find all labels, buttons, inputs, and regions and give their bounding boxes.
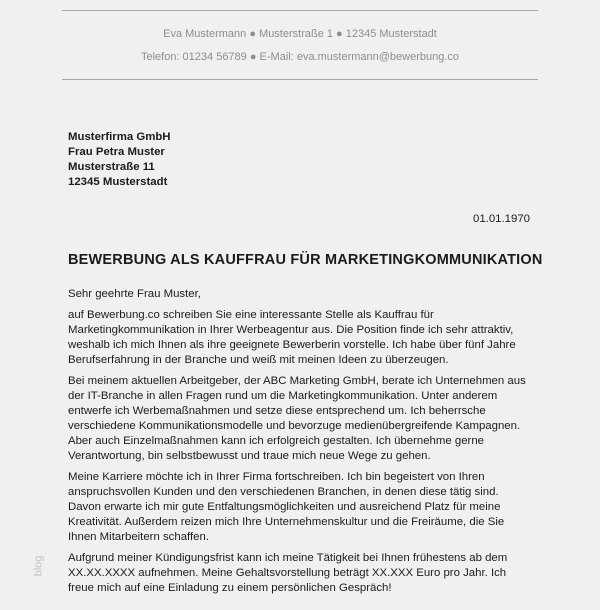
subject-line: BEWERBUNG ALS KAUFFRAU FÜR MARKETINGKOMMUNIKATION (68, 252, 543, 268)
letter-header (62, 10, 538, 80)
recipient-city: 12345 Musterstadt (68, 176, 168, 188)
recipient-street: Musterstraße 11 (68, 161, 155, 173)
recipient-block (68, 130, 530, 190)
header-bottom-divider (62, 79, 538, 80)
salutation: Sehr geehrte Frau Muster, (68, 288, 201, 300)
blog-watermark: blog (32, 555, 45, 577)
body-paragraph-3: Meine Karriere möchte ich in Ihrer Firma fortschreiben. Ich bin begeistert von Ihren anspruchsvollen Kunden und den verschiedenen Branchen, in denen diese tätig sind. Davon erwarte ich mir gute Entfaltungsmöglichkeiten und ausreichend Platz für meine Kreativität. Außerdem reizen mich Ihre Unternehmenskultur und die Freiräume, die Sie Ihnen Mitarbeitern schaffen. (68, 471, 505, 543)
letter-body (68, 130, 543, 596)
letter-page (0, 10, 600, 596)
body-paragraph-4: Aufgrund meiner Kündigungsfrist kann ich meine Tätigkeit bei Ihnen frühestens ab dem XX.XX.XXXX aufnehmen. Meine Gehaltsvorstellung beträgt XX.XXX Euro pro Jahr. Ich freue mich auf eine Einladung zu einem persönlichen Gespräch! (68, 552, 508, 594)
recipient-contact-person: Frau Petra Muster (68, 146, 165, 158)
sender-address-line: Eva Mustermann ● Musterstraße 1 ● 12345 Musterstadt (163, 28, 437, 40)
letter-date: 01.01.1970 (472, 213, 530, 225)
body-paragraph-2: Bei meinem aktuellen Arbeitgeber, der ABC Marketing GmbH, berate ich Unternehmen aus der IT-Branche in allen Fragen rund um die Marketingkommunikation. Unter anderem entwerfe ich Werbemaßnahmen und setze diese entsprechend um. Ich beherrsche verschiedene Kommunikationsmodelle und bevorzuge medienübergreifende Kampagnen. Aber auch Einzelmaßnahmen kann ich erfolgreich gestalten. Ich übernehme gerne Verantwortung, bin selbstbewusst und traue mich neue Wege zu gehen. (68, 375, 526, 462)
header-top-divider (62, 10, 538, 11)
body-paragraph-1: auf Bewerbung.co schreiben Sie eine interessante Stelle als Kauffrau für Marketingkommunikation in Ihrer Werbeagentur aus. Die Position finde ich sehr attraktiv, weshalb ich mich Ihnen als ihre geeignete Bewerberin vorstelle. Ich habe über fünf Jahre Berufserfahrung in der Branche und weiß mit meinen Ideen zu überzeugen. (68, 309, 516, 366)
sender-contact-line: Telefon: 01234 56789 ● E-Mail: eva.mustermann@bewerbung.co (140, 51, 460, 63)
recipient-company: Musterfirma GmbH (68, 131, 171, 143)
